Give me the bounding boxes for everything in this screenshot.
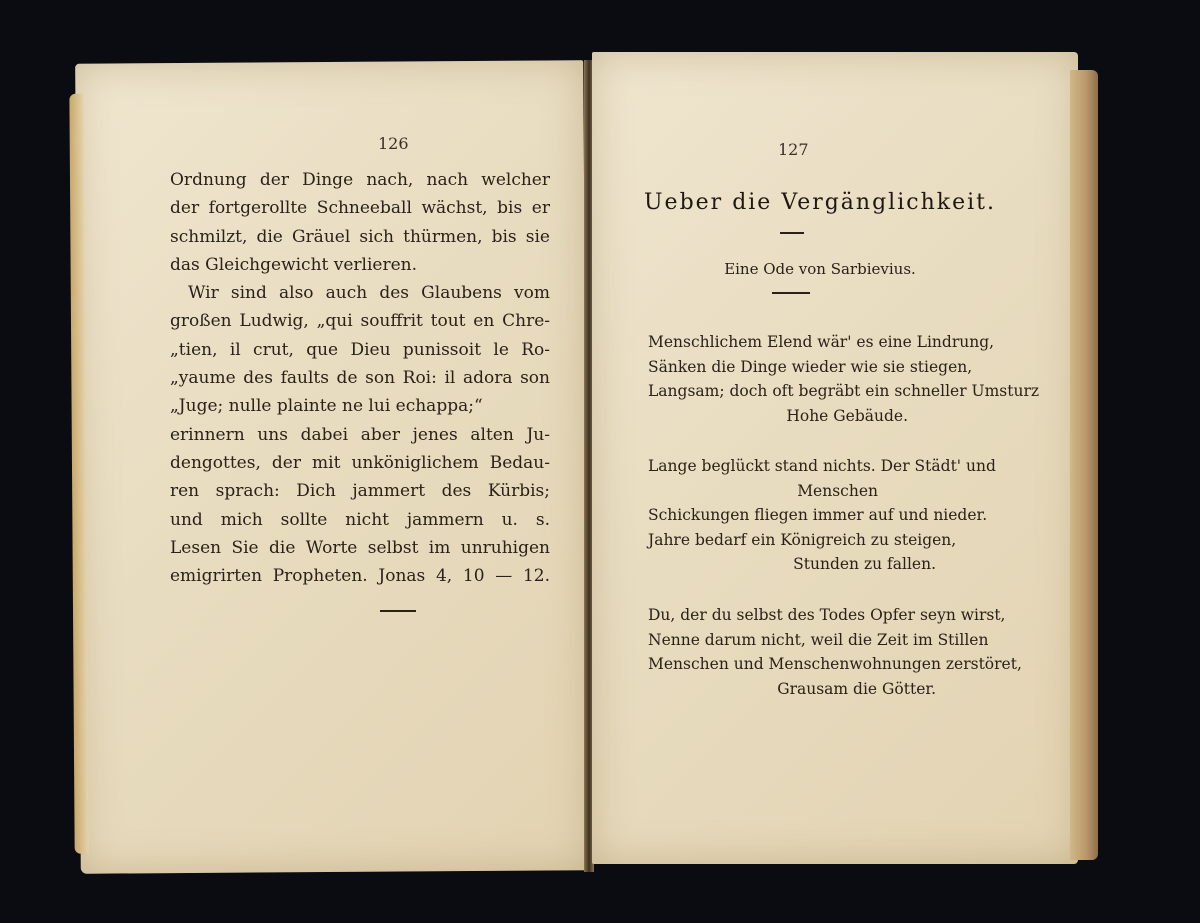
text-line: der fortgerollte Schneeball wächst, bis er xyxy=(170,198,550,219)
left-page-text xyxy=(170,166,550,590)
verse-line: Menschen xyxy=(797,481,878,500)
stanza-1 xyxy=(648,330,1040,428)
verse-line: Menschen und Menschenwohnungen zerstöret, xyxy=(648,655,1022,673)
stanza-2 xyxy=(648,454,996,577)
page-edges xyxy=(1070,70,1098,860)
poem-title: Ueber die Vergänglichkeit. xyxy=(644,190,996,215)
verse-line: Schickungen fliegen immer auf und nieder. xyxy=(648,506,988,524)
text-line: erinnern uns dabei aber jenes alten Ju- xyxy=(170,424,550,445)
text-line: Ordnung der Dinge nach, nach welcher xyxy=(170,170,550,190)
text-line: ren sprach: Dich jammert des Kürbis; xyxy=(170,481,550,502)
text-line: schmilzt, die Gräuel sich thürmen, bis sie xyxy=(170,226,550,247)
text-line: Wir sind also auch des Glaubens vom xyxy=(188,283,550,304)
poem-subtitle: Eine Ode von Sarbievius. xyxy=(724,260,916,278)
verse-line: Du, der du selbst des Todes Opfer seyn wirst, xyxy=(648,606,1006,624)
verse-line: Menschlichem Elend wär' es eine Lindrung, xyxy=(648,333,995,351)
verse-line: Jahre bedarf ein Königreich zu steigen, xyxy=(648,530,957,549)
verse-line: Grausam die Götter. xyxy=(777,679,936,698)
left-page-number: 126 xyxy=(378,134,409,153)
subtitle-rule xyxy=(772,292,810,294)
title-rule xyxy=(780,232,804,234)
text-line: „yaume des faults de son Roi: il adora son xyxy=(170,368,550,389)
verse-line: Sänken die Dinge wieder wie sie stiegen, xyxy=(648,357,973,376)
text-line: großen Ludwig, „qui souffrit tout en Chre- xyxy=(170,311,550,332)
verse-line: Stunden zu fallen. xyxy=(793,555,936,573)
text-line: emigrirten Propheten. Jonas 4, 10 — 12. xyxy=(170,566,550,587)
text-line: „tien, il crut, que Dieu punissoit le Ro- xyxy=(170,339,550,360)
verse-line: Nenne darum nicht, weil die Zeit im Stillen xyxy=(648,630,989,649)
right-page-number: 127 xyxy=(778,140,809,159)
text-line: und mich sollte nicht jammern u. s. xyxy=(170,509,550,530)
end-rule xyxy=(380,610,416,612)
verse-line: Hohe Gebäude. xyxy=(786,406,908,425)
stanza-3 xyxy=(648,603,1022,701)
text-line: dengottes, der mit unköniglichem Bedau- xyxy=(170,452,550,473)
text-line: „Juge; nulle plainte ne lui echappa;“ xyxy=(170,396,483,417)
text-line: das Gleichgewicht verlieren. xyxy=(170,254,418,275)
text-line: Lesen Sie die Worte selbst im unruhigen xyxy=(170,537,550,558)
verse-line: Lange beglückt stand nichts. Der Städt' und xyxy=(648,457,996,475)
verse-line: Langsam; doch oft begräbt ein schneller Umsturz xyxy=(648,382,1040,400)
